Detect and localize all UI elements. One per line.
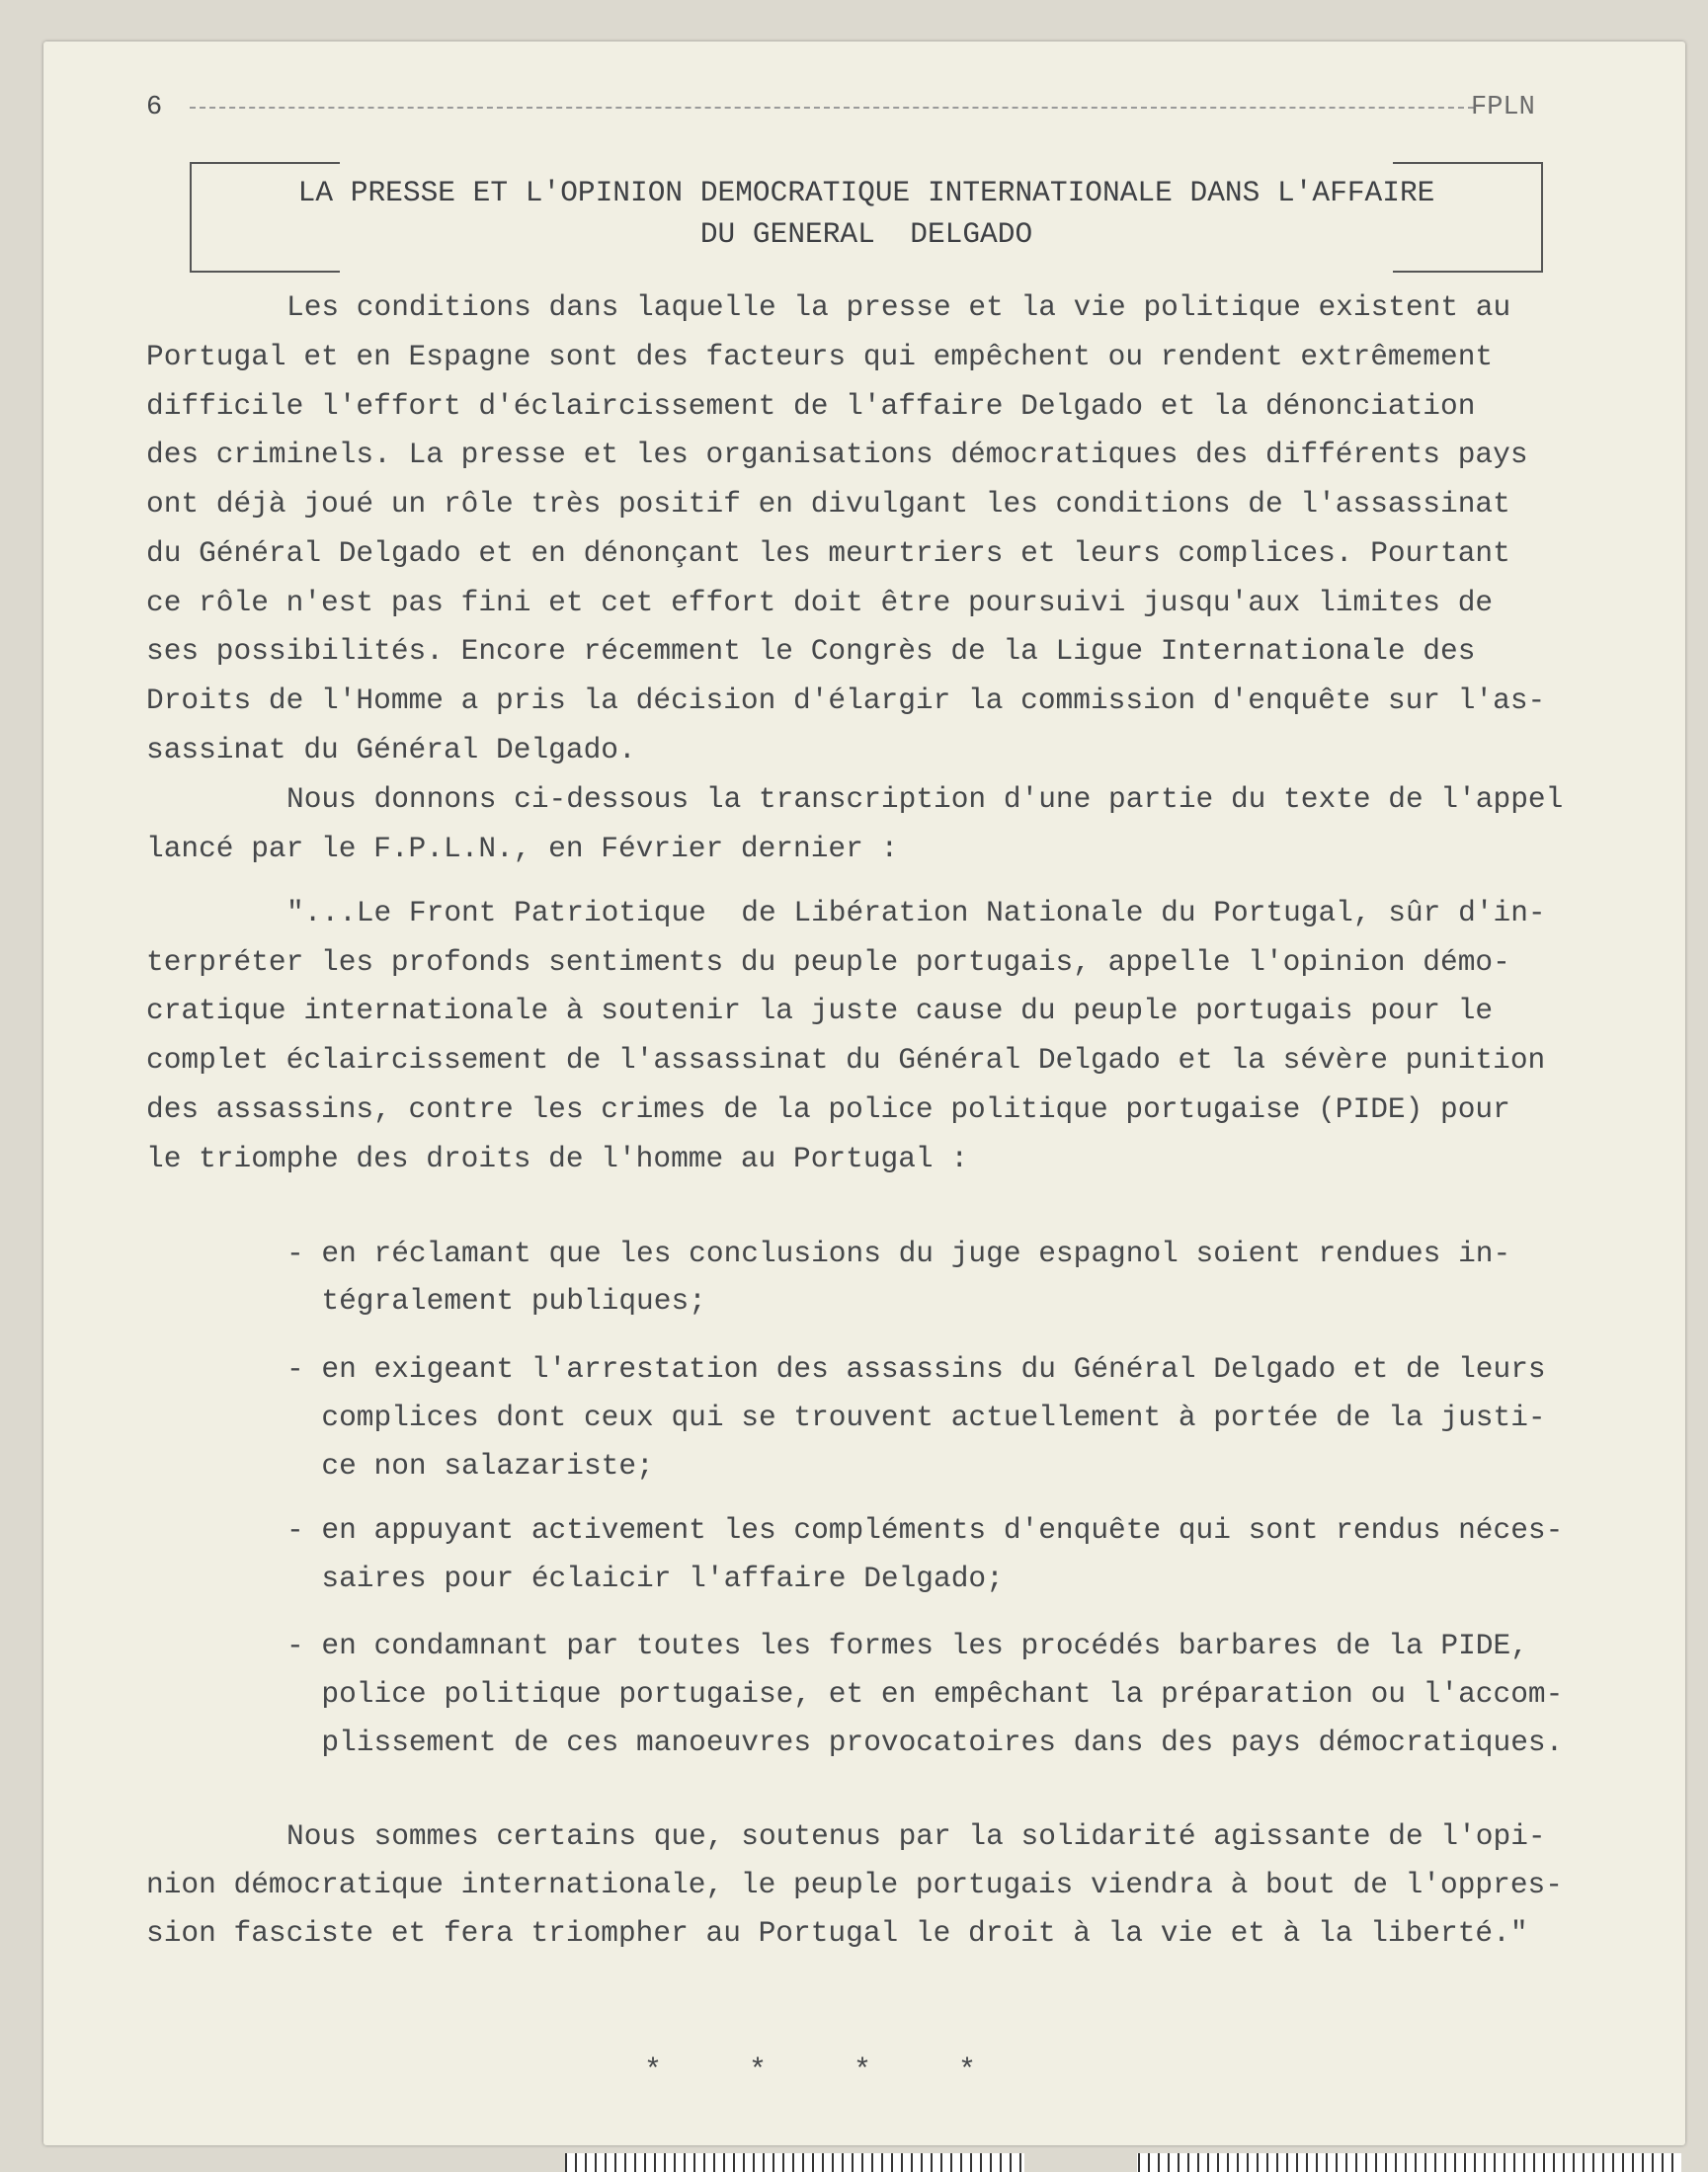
bullet-line: - en réclamant que les conclusions du juge espagnol soient rendues in- (286, 1237, 1511, 1270)
bullet-line: tégralement publiques; (286, 1284, 706, 1318)
bullet-line: complices dont ceux qui se trouvent actuellement à portée de la justi- (286, 1401, 1546, 1434)
separator-star: * (749, 2054, 768, 2088)
header-rule (190, 107, 1474, 109)
bullet-line: ce non salazariste; (286, 1449, 654, 1483)
quote-line: complet éclaircissement de l'assassinat du Général Delgado et la sévère punition (146, 1043, 1546, 1077)
title-box (190, 162, 1543, 273)
quote-line: le triomphe des droits de l'homme au Portugal : (146, 1142, 969, 1175)
header-mark: FPLN (1471, 93, 1535, 122)
paragraph-line: Portugal et en Espagne sont des facteurs qui empêchent ou rendent extrêmement (146, 340, 1494, 373)
closing-line: nion démocratique internationale, le peuple portugais viendra à bout de l'oppres- (146, 1868, 1563, 1901)
separator-star: * (958, 2054, 977, 2088)
closing-line: Nous sommes certains que, soutenus par la solidarité agissante de l'opi- (286, 1819, 1546, 1853)
paragraph-line: difficile l'effort d'éclaircissement de l'affaire Delgado et la dénonciation (146, 389, 1476, 423)
quote-line: des assassins, contre les crimes de la police politique portugaise (PIDE) pour (146, 1092, 1510, 1126)
separator-star: * (854, 2054, 872, 2088)
bullet-line: police politique portugaise, et en empêchant la préparation ou l'accom- (286, 1677, 1564, 1711)
paragraph-line: lancé par le F.P.L.N., en Février dernier : (146, 832, 899, 865)
quote-line: cratique internationale à soutenir la juste cause du peuple portugais pour le (146, 994, 1494, 1027)
paragraph-line: sassinat du Général Delgado. (146, 733, 636, 766)
bullet-line: saires pour éclaicir l'affaire Delgado; (286, 1562, 1004, 1595)
quote-line: "...Le Front Patriotique de Libération Nationale du Portugal, sûr d'in- (286, 896, 1546, 929)
paragraph-line: Nous donnons ci-dessous la transcription d'une partie du texte de l'appel (286, 782, 1564, 816)
closing-line: sion fasciste et fera triompher au Portugal le droit à la vie et à la liberté." (146, 1916, 1528, 1950)
title-line-2: DU GENERAL DELGADO (699, 217, 1033, 251)
bullet-line: - en exigeant l'arrestation des assassins du Général Delgado et de leurs (286, 1352, 1546, 1386)
bullet-line: - en condamnant par toutes les formes les procédés barbares de la PIDE, (286, 1629, 1528, 1662)
scale-ruler (565, 2153, 1681, 2172)
paragraph-line: Les conditions dans laquelle la presse et la vie politique existent au (286, 290, 1511, 324)
paragraph-line: ses possibilités. Encore récemment le Congrès de la Ligue Internationale des (146, 634, 1476, 668)
paragraph-line: ont déjà joué un rôle très positif en divulgant les conditions de l'assassinat (146, 487, 1510, 521)
paragraph-line: Droits de l'Homme a pris la décision d'élargir la commission d'enquête sur l'as- (146, 684, 1546, 717)
document-page (43, 41, 1685, 2145)
quote-line: terpréter les profonds sentiments du peuple portugais, appelle l'opinion démo- (146, 945, 1510, 979)
title-line-1: LA PRESSE ET L'OPINION DEMOCRATIQUE INTERNATIONALE DANS L'AFFAIRE (297, 176, 1435, 209)
separator-star: * (644, 2054, 663, 2088)
page-number: 6 (146, 93, 163, 122)
paragraph-line: des criminels. La presse et les organisations démocratiques des différents pays (146, 438, 1528, 471)
paragraph-line: ce rôle n'est pas fini et cet effort doit être poursuivi jusqu'aux limites de (146, 586, 1494, 619)
bullet-line: - en appuyant activement les compléments d'enquête qui sont rendus néces- (286, 1513, 1564, 1547)
paragraph-line: du Général Delgado et en dénonçant les meurtriers et leurs complices. Pourtant (146, 536, 1510, 570)
bullet-line: plissement de ces manoeuvres provocatoires dans des pays démocratiques. (286, 1726, 1564, 1759)
